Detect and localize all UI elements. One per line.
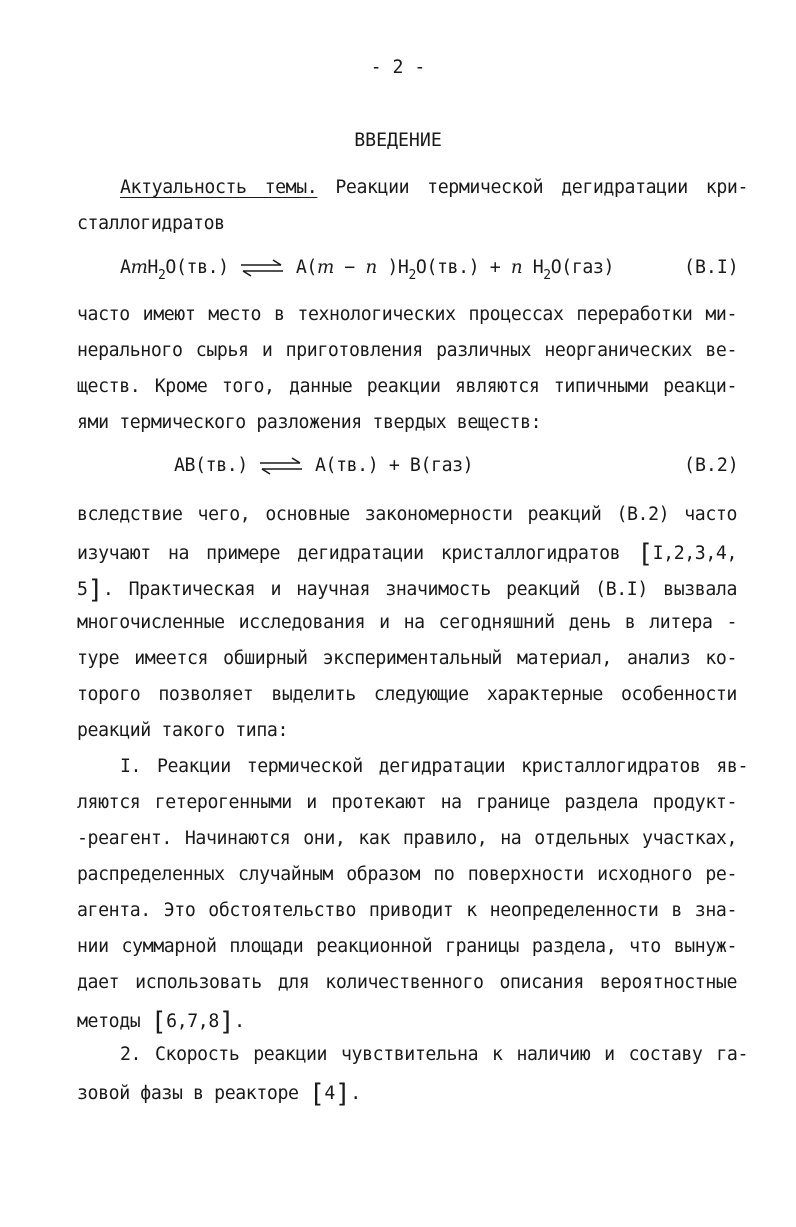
- eq1-minus: −: [333, 257, 366, 278]
- eq1-h: H: [147, 257, 158, 278]
- para1-line-1: часто имеют место в технологических процессах переработки ми-: [77, 304, 737, 325]
- eq1-n: n: [365, 257, 377, 278]
- item1-line-6: нии суммарной площади реакционной границы раздела, что вынуж-: [77, 936, 737, 957]
- open-bracket: [: [637, 539, 653, 569]
- item1-line-5: агента. Это обстоятельство приводит к неопределенности в зна-: [77, 900, 737, 921]
- item1-last-text: методы: [77, 1011, 141, 1032]
- page-number: - 2 -: [370, 57, 426, 78]
- para1-line-2: нерального сырья и приготовления различных неорганических ве-: [77, 340, 737, 361]
- open-bracket: [: [309, 1079, 325, 1109]
- eq1-m2: m: [316, 257, 334, 278]
- item1-last-end: .: [234, 1011, 245, 1032]
- reference-list: I,2,3,4,: [652, 543, 737, 564]
- eq2-right: A(тв.) + B(газ): [314, 455, 474, 476]
- para2-line-2: [77, 533, 737, 569]
- eq2-left: AB(тв.): [174, 455, 248, 476]
- para2-line-2-text: изучают на примере дегидратации кристаллогидратов: [77, 543, 621, 564]
- item1-line-2: ляются гетерогенными и протекают на границе раздела продукт-: [77, 792, 737, 813]
- close-bracket: ]: [87, 575, 103, 605]
- eq1-sub-2: 2: [408, 268, 416, 283]
- equation-1: [120, 257, 615, 283]
- item1-line-8: [77, 1001, 737, 1037]
- close-bracket: ]: [218, 1007, 235, 1037]
- eq1-a: A: [120, 257, 131, 278]
- eq1-h3: H: [522, 257, 544, 278]
- para2-line-3: [77, 569, 737, 605]
- topic-label: Актуальность темы.: [120, 177, 318, 198]
- para1-line-4: ями термического разложения твердых веществ:: [77, 412, 542, 433]
- item1-line-1: I. Реакции термической дегидратации кристаллогидратов яв-: [120, 756, 748, 777]
- para2-line-1: вследствие чего, основные закономерности реакций (В.2) часто: [77, 504, 737, 525]
- item2-line-1: 2. Скорость реакции чувствительна к наличию и составу га-: [120, 1044, 748, 1065]
- item1-line-7: дает использовать для количественного описания вероятностные: [77, 972, 737, 993]
- para2-line-3-text: . Практическая и научная значимость реакций (В.I) вызвала: [102, 579, 737, 600]
- section-heading: ВВЕДЕНИЕ: [354, 130, 442, 151]
- item1-line-4: распределенных случайным образом по поверхности исходного ре-: [77, 864, 737, 885]
- eq1-m: m: [130, 257, 148, 278]
- close-bracket: ]: [334, 1079, 351, 1109]
- eq1-o-gas: O(газ): [550, 257, 615, 278]
- eq1-sub-3: 2: [543, 268, 551, 283]
- para2-line-6: торого позволяет выделить следующие характерные особенности: [77, 684, 737, 705]
- equation-2-number: (В.2): [684, 455, 739, 476]
- reference-list: 6,7,8: [166, 1011, 219, 1032]
- eq1-sub-1: 2: [157, 268, 166, 283]
- intro-line-1: [120, 170, 748, 206]
- para2-line-4: многочисленные исследования и на сегодняшний день в литера -: [77, 612, 737, 633]
- item2-line-2-end: .: [350, 1083, 361, 1104]
- eq1-a2: A(: [295, 257, 317, 278]
- item2-line-2: [77, 1073, 737, 1109]
- para1-line-3: ществ. Кроме того, данные реакции являются типичными реакци-: [77, 376, 737, 397]
- intro-line-2: сталлогидратов: [77, 213, 225, 234]
- eq1-o-tv: O(тв.): [165, 257, 229, 278]
- eq1-h2: )H: [376, 257, 409, 278]
- para2-line-5: туре имеется обширный экспериментальный материал, анализ ко-: [77, 648, 737, 669]
- para2-line-7: реакций такого типа:: [77, 720, 288, 741]
- eq1-n2: n: [510, 257, 523, 278]
- intro-line-1-rest: Реакции термической дегидратации кри-: [335, 177, 748, 198]
- eq1-o-tv2: O(тв.) +: [415, 257, 511, 278]
- equilibrium-arrow-icon: [258, 457, 304, 475]
- item2-line-2-text: зовой фазы в реакторе: [77, 1083, 299, 1104]
- equation-2: [174, 455, 473, 476]
- open-bracket: [: [150, 1007, 167, 1037]
- reference-list: 4: [324, 1083, 335, 1104]
- reference-list: 5: [77, 579, 88, 600]
- equilibrium-arrow-icon: [239, 259, 285, 277]
- item1-line-3: -реагент. Начинаются они, как правило, на отдельных участках,: [77, 828, 737, 849]
- equation-1-number: (В.I): [684, 257, 739, 278]
